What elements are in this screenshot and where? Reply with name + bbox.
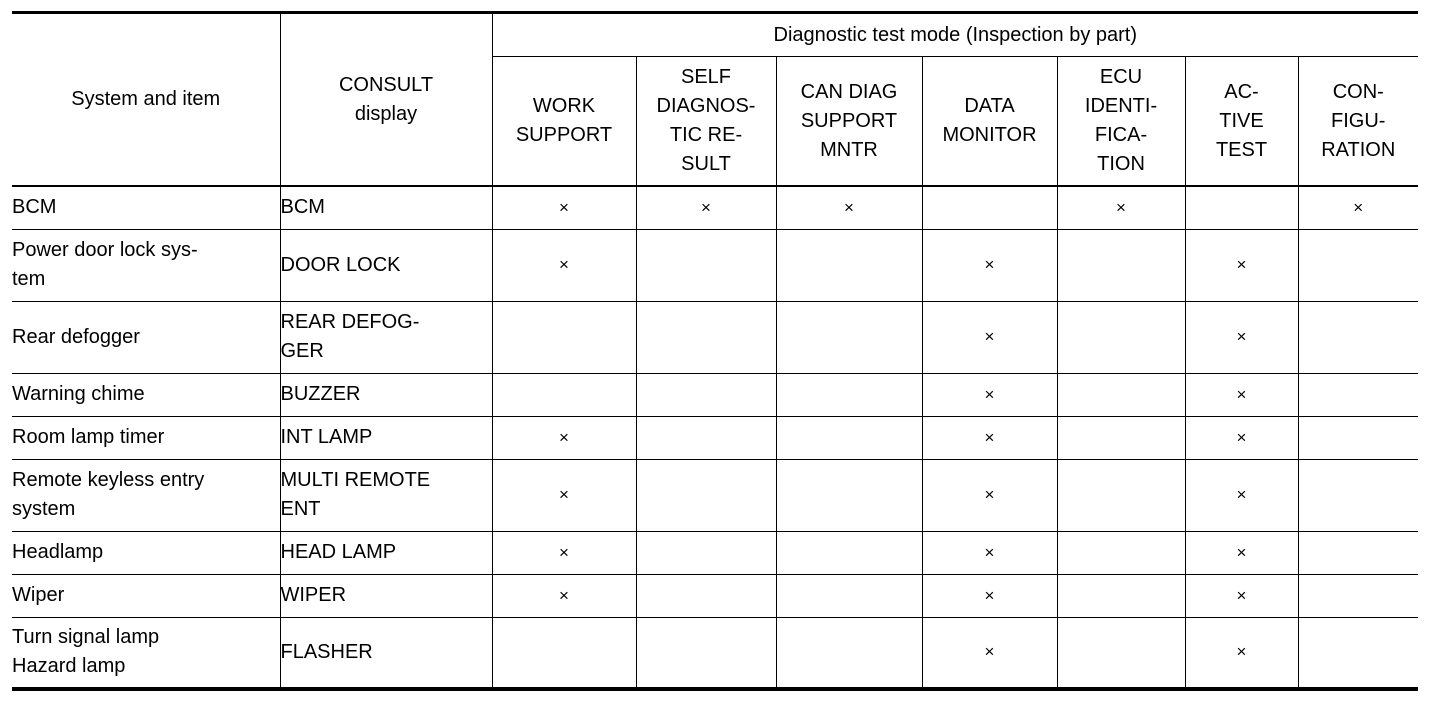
table-row	[12, 531, 1418, 574]
mode-header-self-diagnostic-result: SELF DIAGNOS- TIC RE- SULT	[636, 57, 776, 187]
mode-mark-cell: ×	[922, 229, 1057, 301]
table-body	[12, 186, 1418, 689]
mode-mark-cell: ×	[492, 229, 636, 301]
mode-header-can-diag-support-mntr: CAN DIAG SUPPORT MNTR	[776, 57, 922, 187]
table-row	[12, 186, 1418, 229]
system-item-cell: Rear defogger	[12, 301, 280, 373]
mode-mark-cell	[636, 301, 776, 373]
mode-mark-cell	[636, 373, 776, 416]
mode-mark-cell	[1298, 373, 1418, 416]
mode-header-data-monitor: DATA MONITOR	[922, 57, 1057, 187]
mode-mark-cell: ×	[922, 301, 1057, 373]
mode-mark-cell	[1298, 229, 1418, 301]
mode-mark-cell: ×	[492, 574, 636, 617]
table-row	[12, 416, 1418, 459]
mode-mark-cell	[776, 373, 922, 416]
mode-mark-cell	[1057, 229, 1185, 301]
mode-mark-cell: ×	[1185, 229, 1298, 301]
mode-mark-cell	[1057, 416, 1185, 459]
mode-mark-cell: ×	[922, 574, 1057, 617]
mode-mark-cell	[1057, 459, 1185, 531]
mode-mark-cell	[922, 186, 1057, 229]
consult-display-cell: BCM	[280, 186, 492, 229]
mode-mark-cell: ×	[636, 186, 776, 229]
system-item-cell: Power door lock sys- tem	[12, 229, 280, 301]
consult-display-cell: HEAD LAMP	[280, 531, 492, 574]
mode-mark-cell: ×	[1185, 531, 1298, 574]
mode-mark-cell: ×	[1185, 617, 1298, 689]
system-item-cell: Warning chime	[12, 373, 280, 416]
mode-header-work-support: WORK SUPPORT	[492, 57, 636, 187]
consult-display-cell: MULTI REMOTE ENT	[280, 459, 492, 531]
consult-display-cell: INT LAMP	[280, 416, 492, 459]
mode-mark-cell: ×	[1298, 186, 1418, 229]
consult-display-cell: FLASHER	[280, 617, 492, 689]
consult-display-header-text: CONSULT display	[338, 73, 434, 125]
mode-mark-cell	[1057, 301, 1185, 373]
table-row	[12, 373, 1418, 416]
mode-mark-cell: ×	[1185, 301, 1298, 373]
system-item-cell: BCM	[12, 186, 280, 229]
mode-mark-cell	[636, 459, 776, 531]
table-row	[12, 229, 1418, 301]
system-item-cell: Room lamp timer	[12, 416, 280, 459]
mode-mark-cell: ×	[922, 617, 1057, 689]
mode-mark-cell: ×	[492, 186, 636, 229]
mode-mark-cell	[776, 459, 922, 531]
mode-mark-cell	[776, 617, 922, 689]
table-row	[12, 574, 1418, 617]
mode-mark-cell	[492, 617, 636, 689]
mode-mark-cell: ×	[776, 186, 922, 229]
mode-mark-cell	[1298, 617, 1418, 689]
mode-mark-cell	[776, 416, 922, 459]
mode-mark-cell	[636, 531, 776, 574]
mode-mark-cell: ×	[1057, 186, 1185, 229]
consult-display-header	[280, 13, 492, 187]
system-item-cell: Headlamp	[12, 531, 280, 574]
table-row	[12, 459, 1418, 531]
diagnostic-test-mode-header: Diagnostic test mode (Inspection by part)	[492, 13, 1418, 57]
system-and-item-header: System and item	[12, 13, 280, 187]
mode-mark-cell: ×	[922, 416, 1057, 459]
diagnostic-mode-table	[12, 11, 1418, 691]
consult-display-cell: BUZZER	[280, 373, 492, 416]
table-row	[12, 617, 1418, 689]
mode-mark-cell	[1298, 531, 1418, 574]
mode-mark-cell	[636, 229, 776, 301]
mode-mark-cell	[1057, 617, 1185, 689]
mode-mark-cell: ×	[1185, 574, 1298, 617]
mode-mark-cell: ×	[922, 373, 1057, 416]
mode-mark-cell	[1298, 416, 1418, 459]
system-item-cell: Wiper	[12, 574, 280, 617]
consult-display-cell: DOOR LOCK	[280, 229, 492, 301]
mode-mark-cell: ×	[492, 416, 636, 459]
mode-mark-cell: ×	[492, 531, 636, 574]
system-item-cell: Remote keyless entry system	[12, 459, 280, 531]
mode-mark-cell: ×	[922, 531, 1057, 574]
mode-mark-cell	[1057, 373, 1185, 416]
mode-mark-cell	[636, 617, 776, 689]
mode-mark-cell	[636, 574, 776, 617]
mode-mark-cell	[492, 373, 636, 416]
consult-display-cell: REAR DEFOG- GER	[280, 301, 492, 373]
mode-mark-cell	[492, 301, 636, 373]
mode-header-ecu-identification: ECU IDENTI- FICA- TION	[1057, 57, 1185, 187]
mode-mark-cell	[776, 301, 922, 373]
mode-mark-cell	[776, 531, 922, 574]
header-row-top	[12, 13, 1418, 57]
system-item-cell: Turn signal lamp Hazard lamp	[12, 617, 280, 689]
mode-mark-cell	[1185, 186, 1298, 229]
mode-header-configuration: CON- FIGU- RATION	[1298, 57, 1418, 187]
mode-mark-cell	[776, 574, 922, 617]
mode-mark-cell: ×	[1185, 459, 1298, 531]
mode-mark-cell: ×	[1185, 416, 1298, 459]
mode-mark-cell: ×	[1185, 373, 1298, 416]
mode-mark-cell	[636, 416, 776, 459]
mode-mark-cell	[1298, 459, 1418, 531]
mode-mark-cell: ×	[922, 459, 1057, 531]
mode-mark-cell: ×	[492, 459, 636, 531]
mode-mark-cell	[1057, 574, 1185, 617]
mode-header-active-test: AC- TIVE TEST	[1185, 57, 1298, 187]
mode-mark-cell	[1057, 531, 1185, 574]
table-row	[12, 301, 1418, 373]
consult-display-cell: WIPER	[280, 574, 492, 617]
mode-mark-cell	[1298, 301, 1418, 373]
mode-mark-cell	[1298, 574, 1418, 617]
mode-mark-cell	[776, 229, 922, 301]
